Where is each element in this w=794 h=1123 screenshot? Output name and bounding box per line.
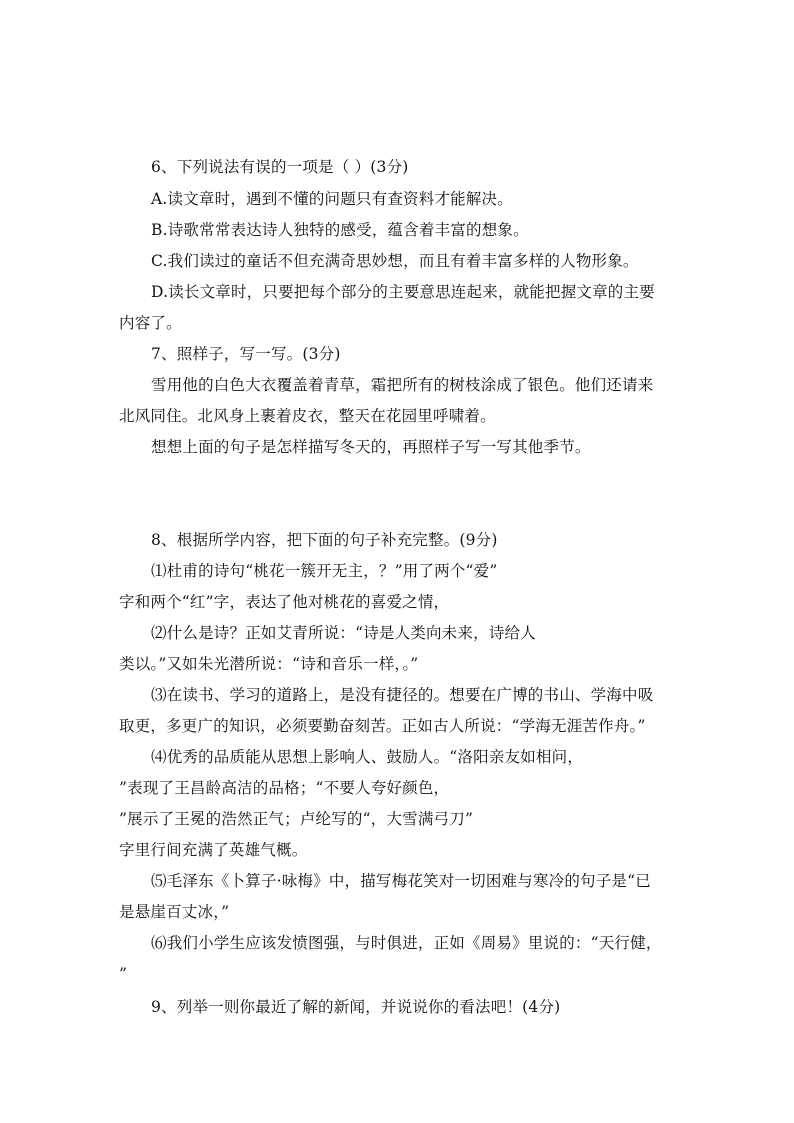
q8-item-6: ⑹我们小学生应该发愤图强，与时俱进，正如《周易》里说的：“天行健， — [151, 934, 662, 952]
q6-option-b: B.诗歌常常表达诗人独特的感受，蕴含着丰富的想象。 — [151, 221, 529, 239]
q8-item-1-continued: 字和两个“红”字，表达了他对桃花的喜爱之情， — [119, 593, 450, 611]
q8-item-3: ⑶在读书、学习的道路上，是没有捷径的。想要在广博的书山、学海中吸 — [151, 686, 654, 704]
q9-question: 9、列举一则你最近了解的新闻，并说说你的看法吧！(4分) — [151, 998, 561, 1016]
q6-option-d-continued: 内容了。 — [119, 314, 182, 332]
q6-question: 6、下列说法有误的一项是（ ）(3分) — [151, 158, 409, 176]
q8-question: 8、根据所学内容，把下面的句子补充完整。(9分) — [151, 531, 498, 549]
q8-item-4-line-2: ”表现了王昌龄高洁的品格；“不要人夸好颜色， — [119, 779, 450, 797]
q8-item-4-line-3: ”展示了王冕的浩然正气；卢纶写的“，大雪满弓刀” — [119, 810, 474, 828]
q7-question: 7、照样子，写一写。(3分) — [151, 345, 341, 363]
q8-item-6-continued: ” — [119, 965, 128, 983]
q8-item-5: ⑸毛泽东《卜算子·咏梅》中，描写梅花笑对一切困难与寒冷的句子是“已 — [151, 872, 651, 890]
q8-item-2: ⑵什么是诗？正如艾青所说：“诗是人类向未来，诗给人 — [151, 624, 536, 642]
q7-example: 雪用他的白色大衣覆盖着青草，霜把所有的树枝涂成了银色。他们还请来 — [151, 376, 654, 394]
q7-example-continued: 北风同住。北风身上裹着皮衣，整天在花园里呼啸着。 — [119, 407, 496, 425]
q8-item-4: ⑷优秀的品质能从思想上影响人、鼓励人。“洛阳亲友如相问， — [151, 748, 584, 766]
q8-item-2-continued: 类以。”又如朱光潜所说：“诗和音乐一样，。” — [119, 655, 419, 673]
q8-item-5-continued: 是悬崖百丈冰，” — [119, 903, 230, 921]
q7-instruction: 想想上面的句子是怎样描写冬天的，再照样子写一写其他季节。 — [151, 438, 591, 456]
q8-item-3-continued: 取更，多更广的知识，必须要勤奋刻苦。正如古人所说：“学海无涯苦作舟。” — [119, 717, 646, 735]
q6-option-d: D.读长文章时，只要把每个部分的主要意思连起来，就能把握文章的主要 — [151, 283, 655, 301]
q6-option-a: A.读文章时，遇到不懂的问题只有查资料才能解决。 — [151, 190, 513, 208]
q8-item-1: ⑴杜甫的诗句“桃花一簇开无主，？”用了两个“爱” — [151, 562, 498, 580]
q8-item-4-line-4: 字里行间充满了英雄气概。 — [119, 841, 308, 859]
q6-option-c: C.我们读过的童话不但充满奇思妙想，而且有着丰富多样的人物形象。 — [151, 252, 639, 270]
